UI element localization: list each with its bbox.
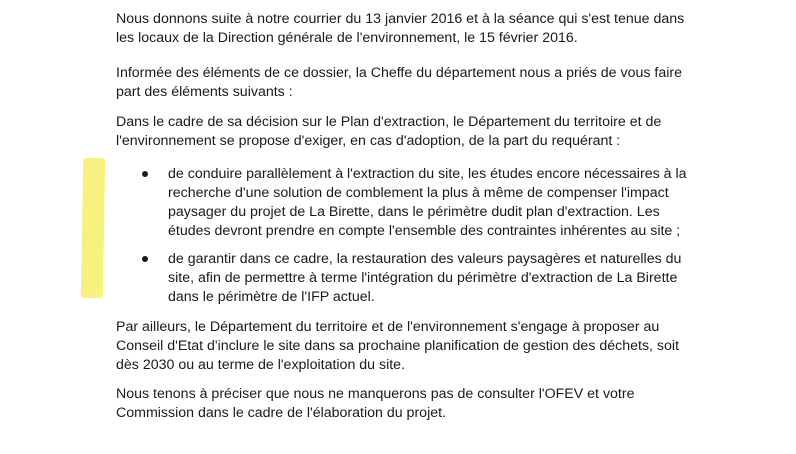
text-line: paysager du projet de La Birette, dans le périmètre dudit plan d'extraction. Les: [168, 204, 660, 220]
bullet-text: [168, 165, 718, 241]
text-line: recherche d'une solution de comblement la plus à même de compenser l'impact: [168, 185, 669, 201]
text-line: de garantir dans ce cadre, la restauration des valeurs paysagères et naturelles du: [168, 251, 682, 267]
bullet-icon: [142, 171, 148, 177]
bullet-icon: [142, 256, 148, 262]
paragraph-intro: [116, 10, 716, 48]
text-line: Conseil d'Etat d'inclure le site dans sa prochaine planification de gestion des déchets, soit: [116, 338, 680, 354]
text-line: Nous tenons à préciser que nous ne manquerons pas de consulter l'OFEV et votre: [116, 386, 635, 402]
text-line: part des éléments suivants :: [116, 84, 293, 100]
paragraph-cadre-decision: [116, 113, 716, 151]
text-line: de conduire parallèlement à l'extraction du site, les études encore nécessaires à la: [168, 166, 687, 182]
text-line: Nous donnons suite à notre courrier du 13 janvier 2016 et à la séance qui s'est tenue dans: [116, 11, 685, 27]
bullet-text: [168, 250, 718, 307]
text-line: études devront prendre en compte l'ensemble des contraintes inhérentes au site ;: [168, 223, 681, 239]
text-line: Informée des éléments de ce dossier, la Cheffe du département nous a priés de vous faire: [116, 65, 682, 81]
text-line: dans le périmètre de l'IFP actuel.: [168, 289, 375, 305]
text-line: Par ailleurs, le Département du territoire et de l'environnement s'engage à proposer au: [116, 319, 660, 335]
text-line: Dans le cadre de sa décision sur le Plan d'extraction, le Département du territoire et de: [116, 114, 662, 130]
text-line: l'environnement se propose d'exiger, en cas d'adoption, de la part du requérant :: [116, 133, 621, 149]
paragraph-conclusion: [116, 385, 716, 423]
text-line: Commission dans le cadre de l'élaboration du projet.: [116, 405, 446, 421]
text-line: site, afin de permettre à terme l'intégration du périmètre d'extraction de La Birette: [168, 270, 678, 286]
paragraph-informee: [116, 64, 716, 102]
yellow-highlighter-mark: [81, 158, 105, 298]
text-line: les locaux de la Direction générale de l'environnement, le 15 février 2016.: [116, 30, 578, 46]
paragraph-par-ailleurs: [116, 318, 716, 375]
text-line: dès 2030 ou au terme de l'exploitation du site.: [116, 357, 406, 373]
